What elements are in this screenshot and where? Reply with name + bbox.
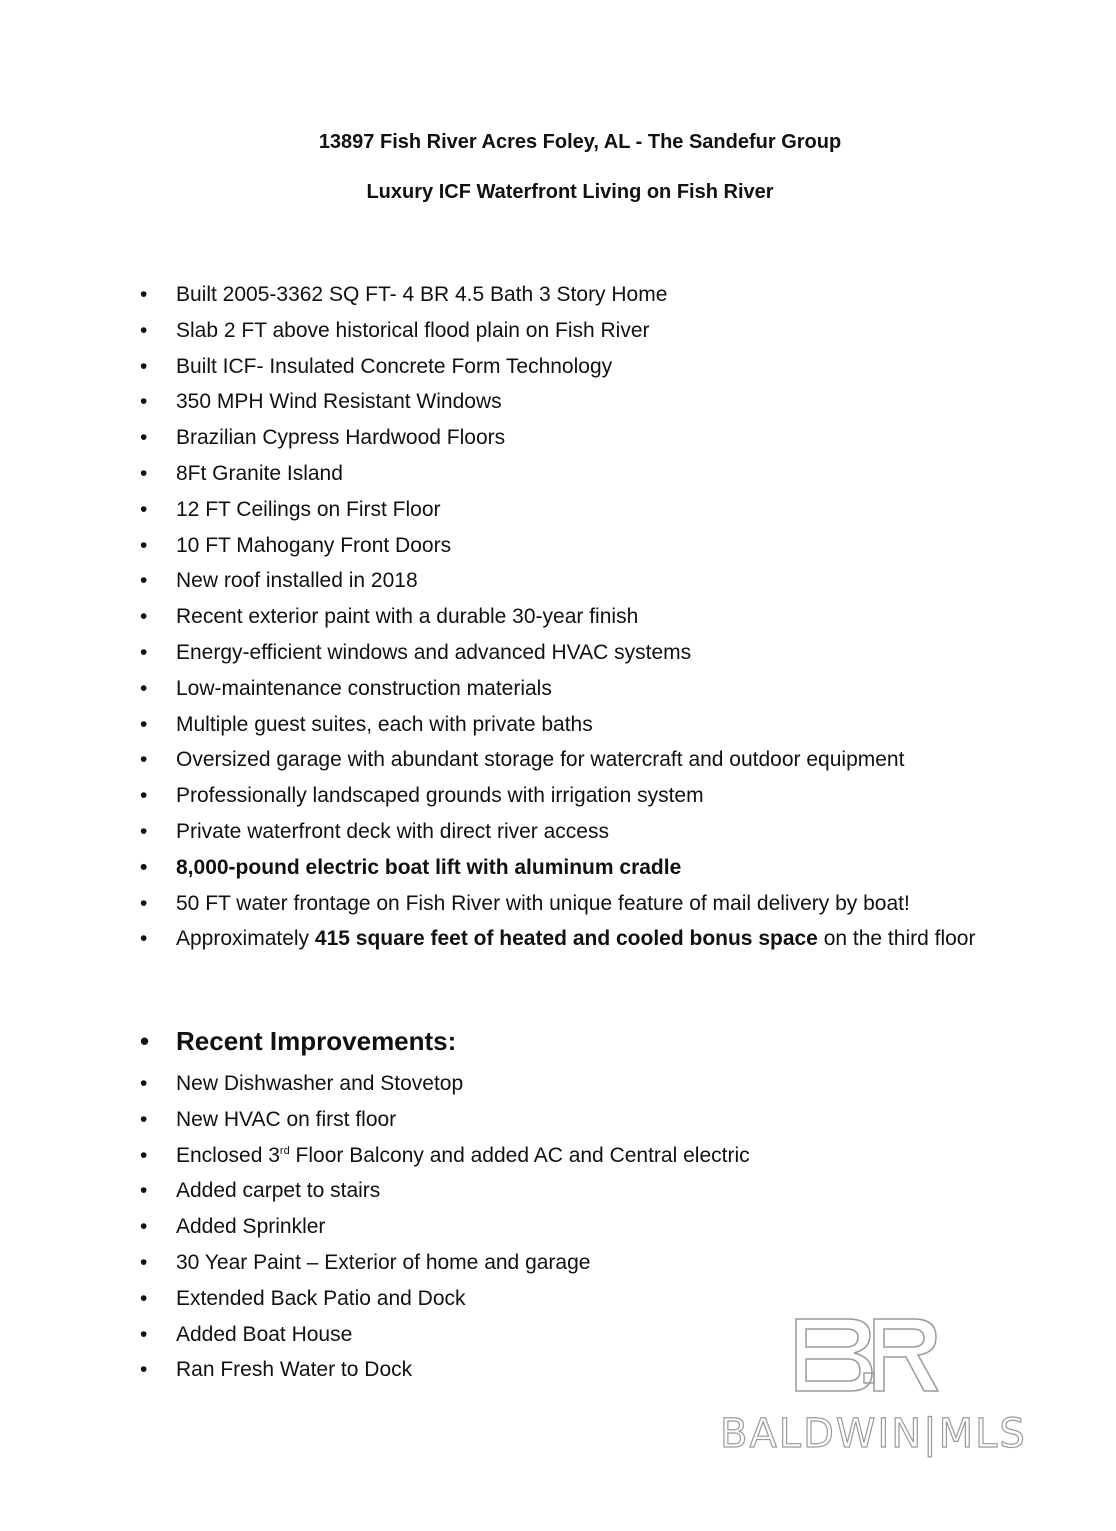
list-item: • Private waterfront deck with direct river access bbox=[140, 814, 1040, 850]
list-item: • New HVAC on first floor bbox=[140, 1102, 1040, 1138]
list-item: • Added carpet to stairs bbox=[140, 1173, 1040, 1209]
list-item: • Brazilian Cypress Hardwood Floors bbox=[140, 420, 1040, 456]
list-item: • Added Sprinkler bbox=[140, 1209, 1040, 1245]
baldwin-mls-wordmark: BALDWIN|MLS bbox=[720, 1411, 1027, 1457]
list-item-boat-lift: • 8,000-pound electric boat lift with aluminum cradle bbox=[140, 850, 1040, 886]
list-item: • Low-maintenance construction materials bbox=[140, 671, 1040, 707]
br-monogram-icon bbox=[792, 1315, 942, 1395]
list-item: • Built ICF- Insulated Concrete Form Technology bbox=[140, 349, 1040, 385]
bonus-space-prefix: Approximately bbox=[176, 927, 315, 951]
balcony-prefix: Enclosed 3 bbox=[176, 1143, 280, 1167]
page-subtitle: Luxury ICF Waterfront Living on Fish River bbox=[366, 181, 774, 203]
list-item: • 8Ft Granite Island bbox=[140, 456, 1040, 492]
list-item: • 10 FT Mahogany Front Doors bbox=[140, 528, 1040, 564]
balcony-suffix: Floor Balcony and added AC and Central electric bbox=[289, 1143, 750, 1167]
baldwin-mls-logo bbox=[720, 1315, 1027, 1457]
list-item: • Added Boat House bbox=[140, 1317, 1040, 1353]
list-item: • Slab 2 FT above historical flood plain on Fish River bbox=[140, 313, 1040, 349]
bonus-space-suffix: on the third floor bbox=[817, 927, 976, 951]
list-item: • 12 FT Ceilings on First Floor bbox=[140, 492, 1040, 528]
list-item: • Extended Back Patio and Dock bbox=[140, 1281, 1040, 1317]
list-item: • Oversized garage with abundant storage for watercraft and outdoor equipment bbox=[140, 742, 1040, 778]
list-item: • 30 Year Paint – Exterior of home and garage bbox=[140, 1245, 1040, 1281]
list-item: • New Dishwasher and Stovetop bbox=[140, 1066, 1040, 1102]
list-item: • Professionally landscaped grounds with irrigation system bbox=[140, 778, 1040, 814]
list-item-balcony bbox=[140, 1138, 1040, 1174]
list-item: • 50 FT water frontage on Fish River with unique feature of mail delivery by boat! bbox=[140, 886, 1040, 922]
list-item: • New roof installed in 2018 bbox=[140, 563, 1040, 599]
list-item: • Built 2005-3362 SQ FT- 4 BR 4.5 Bath 3 Story Home bbox=[140, 277, 1040, 313]
list-item: • Energy-efficient windows and advanced HVAC systems bbox=[140, 635, 1040, 671]
list-item-bonus-space bbox=[140, 921, 1040, 957]
features-list bbox=[140, 277, 1040, 957]
improvements-heading: • Recent Improvements: bbox=[140, 1026, 456, 1057]
list-item: • Multiple guest suites, each with private baths bbox=[140, 707, 1040, 743]
page-title: 13897 Fish River Acres Foley, AL - The Sandefur Group bbox=[318, 131, 842, 153]
balcony-ordinal: rd bbox=[279, 1144, 290, 1157]
list-item: • Recent exterior paint with a durable 30-year finish bbox=[140, 599, 1040, 635]
list-item: • 350 MPH Wind Resistant Windows bbox=[140, 384, 1040, 420]
bonus-space-bold: 415 square feet of heated and cooled bonus space bbox=[314, 927, 818, 951]
list-item: • Ran Fresh Water to Dock bbox=[140, 1352, 1040, 1388]
